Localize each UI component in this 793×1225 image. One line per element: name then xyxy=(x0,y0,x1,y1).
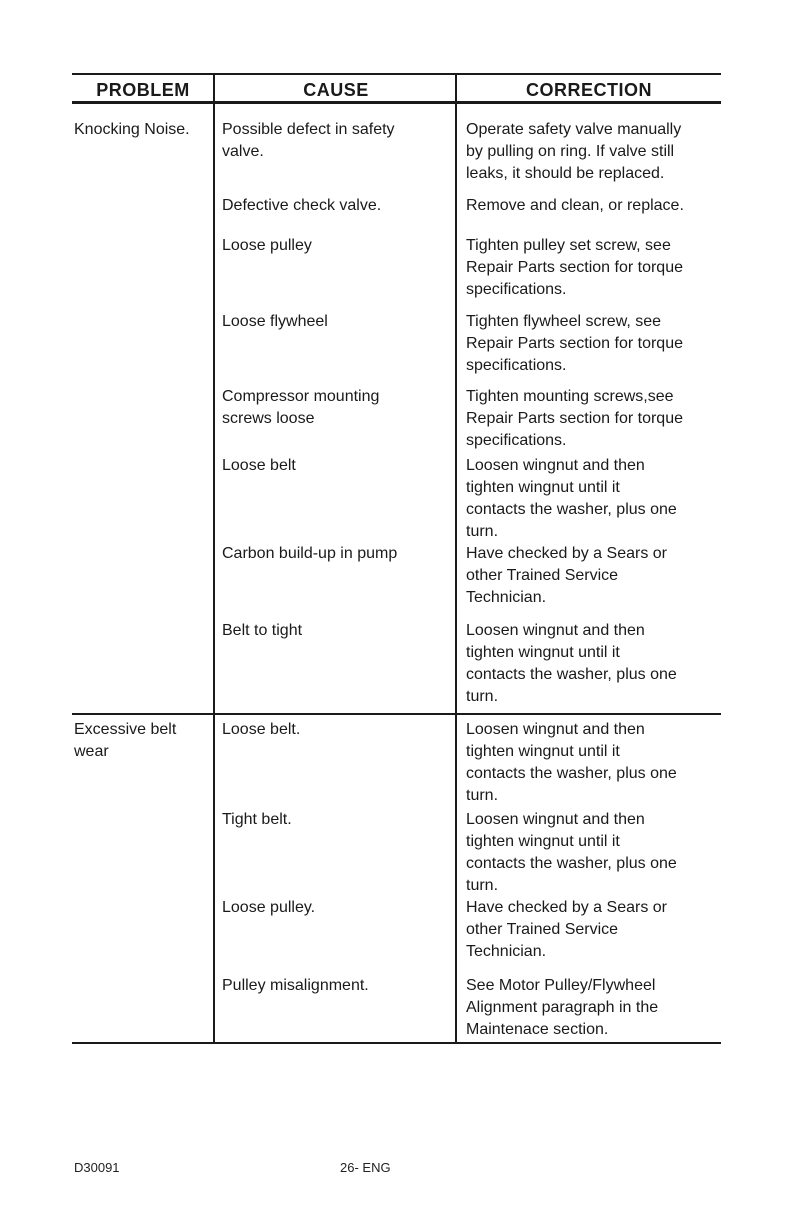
cause-cell xyxy=(222,119,395,163)
correction-line: contacts the washer, plus one xyxy=(466,501,677,518)
correction-line: turn. xyxy=(466,523,499,540)
correction-line: turn. xyxy=(466,688,499,705)
correction-line: other Trained Service xyxy=(466,567,619,584)
correction-line: Alignment paragraph in the xyxy=(466,999,659,1016)
correction-line: See Motor Pulley/Flywheel xyxy=(466,977,656,994)
correction-line: specifications. xyxy=(466,432,567,449)
cause-cell xyxy=(222,809,292,831)
correction-cell xyxy=(466,543,667,609)
cause-cell xyxy=(222,543,397,565)
correction-line: Technician. xyxy=(466,589,547,606)
correction-line: Repair Parts section for torque xyxy=(466,410,683,427)
problem-cell xyxy=(74,119,190,141)
correction-line: contacts the washer, plus one xyxy=(466,666,677,683)
header-problem: PROBLEM xyxy=(96,80,190,100)
correction-cell xyxy=(466,235,683,301)
correction-cell xyxy=(466,975,658,1041)
table-top-rule xyxy=(72,73,721,75)
correction-line: Loosen wingnut and then xyxy=(466,721,645,738)
correction-line: Technician. xyxy=(466,943,547,960)
correction-line: tighten wingnut until it xyxy=(466,833,620,850)
table-bottom-rule xyxy=(72,1042,721,1044)
correction-line: specifications. xyxy=(466,357,567,374)
correction-cell xyxy=(466,386,683,452)
correction-line: Loosen wingnut and then xyxy=(466,622,645,639)
problem-line: Excessive belt xyxy=(74,721,177,738)
correction-line: Tighten pulley set screw, see xyxy=(466,237,671,254)
cause-cell xyxy=(222,195,381,217)
correction-line: Have checked by a Sears or xyxy=(466,545,667,562)
cause-cell xyxy=(222,311,328,333)
cause-line: Loose flywheel xyxy=(222,313,328,330)
correction-line: contacts the washer, plus one xyxy=(466,855,677,872)
correction-line: Maintenace section. xyxy=(466,1021,609,1038)
page-number: 26- ENG xyxy=(340,1160,391,1175)
correction-line: Loosen wingnut and then xyxy=(466,457,645,474)
header-correction: CORRECTION xyxy=(526,80,652,100)
correction-line: leaks, it should be replaced. xyxy=(466,165,665,182)
correction-cell xyxy=(466,620,677,708)
cause-line: screws loose xyxy=(222,410,315,427)
group-divider-rule xyxy=(72,713,721,715)
correction-line: Tighten flywheel screw, see xyxy=(466,313,662,330)
cause-line: Carbon build-up in pump xyxy=(222,545,398,562)
correction-line: by pulling on ring. If valve still xyxy=(466,143,675,160)
document-code: D30091 xyxy=(74,1160,120,1175)
cause-line: valve. xyxy=(222,143,264,160)
correction-line: Have checked by a Sears or xyxy=(466,899,667,916)
header-bottom-rule xyxy=(72,101,721,104)
correction-line: tighten wingnut until it xyxy=(466,479,620,496)
correction-cell xyxy=(466,897,667,963)
correction-line: Tighten mounting screws,see xyxy=(466,388,674,405)
cause-line: Belt to tight xyxy=(222,622,303,639)
cause-cell xyxy=(222,235,312,257)
cause-cell xyxy=(222,620,302,642)
cause-line: Loose belt. xyxy=(222,721,301,738)
correction-cell xyxy=(466,455,677,543)
cause-line: Compressor mounting xyxy=(222,388,380,405)
column-divider-1 xyxy=(213,74,215,1044)
cause-line: Pulley misalignment. xyxy=(222,977,369,994)
cause-cell xyxy=(222,975,369,997)
correction-line: tighten wingnut until it xyxy=(466,743,620,760)
cause-line: Defective check valve. xyxy=(222,197,382,214)
problem-line: Knocking Noise. xyxy=(74,121,190,138)
cause-line: Loose pulley. xyxy=(222,899,316,916)
correction-line: Repair Parts section for torque xyxy=(466,259,683,276)
cause-line: Possible defect in safety xyxy=(222,121,395,138)
correction-line: other Trained Service xyxy=(466,921,619,938)
cause-cell xyxy=(222,897,315,919)
correction-line: Repair Parts section for torque xyxy=(466,335,683,352)
correction-cell xyxy=(466,311,683,377)
cause-line: Loose belt xyxy=(222,457,296,474)
problem-cell xyxy=(74,719,176,763)
correction-line: turn. xyxy=(466,787,499,804)
header-cause: CAUSE xyxy=(303,80,369,100)
column-divider-2 xyxy=(455,74,457,1044)
cause-cell xyxy=(222,455,296,477)
cause-cell xyxy=(222,719,300,741)
correction-line: tighten wingnut until it xyxy=(466,644,620,661)
correction-line: turn. xyxy=(466,877,499,894)
cause-cell xyxy=(222,386,379,430)
correction-line: specifications. xyxy=(466,281,567,298)
cause-line: Loose pulley xyxy=(222,237,312,254)
correction-line: contacts the washer, plus one xyxy=(466,765,677,782)
correction-line: Remove and clean, or replace. xyxy=(466,197,684,214)
cause-line: Tight belt. xyxy=(222,811,292,828)
correction-cell xyxy=(466,119,681,185)
correction-cell xyxy=(466,719,677,807)
correction-line: Loosen wingnut and then xyxy=(466,811,645,828)
correction-cell xyxy=(466,809,677,897)
problem-line: wear xyxy=(74,743,109,760)
correction-cell xyxy=(466,195,684,217)
correction-line: Operate safety valve manually xyxy=(466,121,682,138)
